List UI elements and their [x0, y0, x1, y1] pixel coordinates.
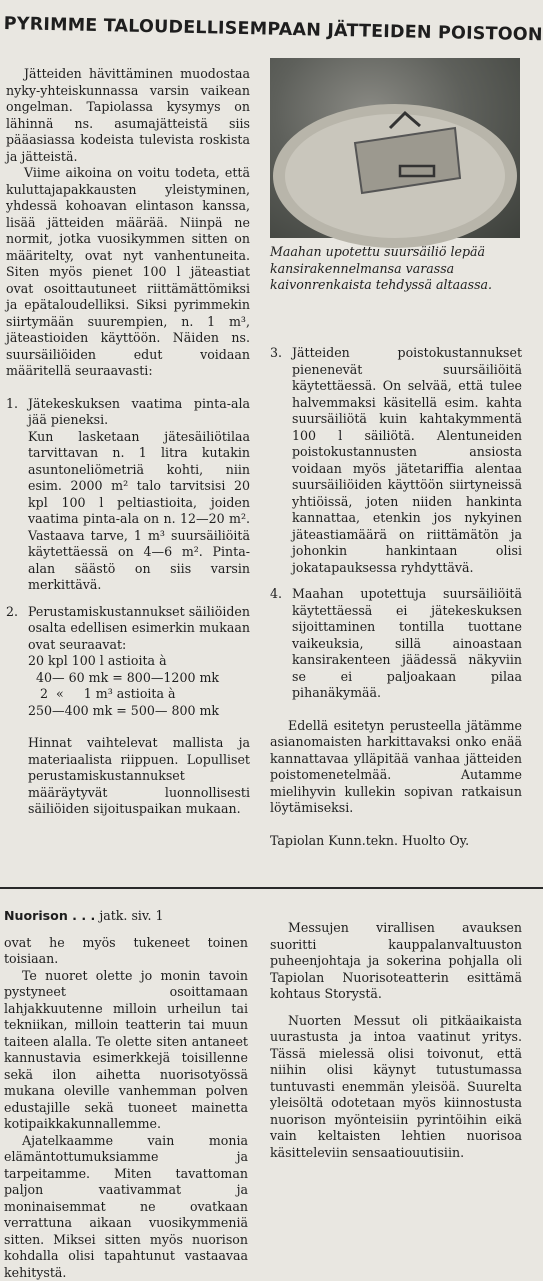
- conclusion-paragraph: Edellä esitetyn perusteella jätämme asianomaisten harkittavaksi onko enää kannattavaa ylläpitää vanhaa jätteiden poistomenetelmää. Autamme mielihyvin kullekin sopivan ratkaisun löytämiseksi.: [270, 717, 522, 815]
- list-item-detail: Hinnat vaihtelevat mallista ja materiaalista riippuen. Lopulliset perustamiskustannukset määräytyvät luonnollisesti säiliöiden sijoituspaikan mukaan.: [28, 735, 250, 816]
- nuorison-paragraph-4: Nuorten Messut oli pitkäaikaista uurastusta ja intoa vaatinut yritys. Tässä mielessä olisi toivonut, että niihin olisi käynyt tutustumassa tuntuvasti enemmän yleisöä. Suurelta yleisöltä odotetaan myös kiinnostusta nuorison myönteisiin pyrintöihin eikä vain keltaisten lehtien nuorisoa käsitteleviin sensaatiouutisiin.: [270, 1012, 522, 1160]
- nuorison-left-column: [4, 908, 248, 1280]
- section-divider: [0, 887, 543, 889]
- intro-paragraph-1: Jätteiden hävittäminen muodostaa nyky-yhteiskunnassa varsin vaikean ongelman. Tapiolassa kysymys on lähinnä ns. asumajätteistä siis pääasiassa kodeista tulevista roskista ja jätteistä.: [6, 66, 250, 164]
- nuorison-paragraph-2: Ajatelkaamme vain monia elämäntottumuksiamme ja tarpeitamme. Miten tavattoman paljon vaativammat ja moninaisemmat ne ovatkaan verrattuna aikaan vuosikymmeniä sitten. Miksei sitten myös nuorison kohdalla olisi tapahtunut vastaavaa kehitystä.: [4, 1132, 248, 1280]
- nuorison-right-column: [270, 920, 522, 1161]
- nuorison-paragraph-0: ovat he myös tukeneet toinen toisiaan.: [4, 934, 248, 966]
- list-item-1: [6, 396, 250, 594]
- article-title: PYRIMME TALOUDELLISEMPAAN JÄTTEIDEN POISTOON: [3, 14, 543, 46]
- list-item-text: Jätekeskuksen vaatima pinta-ala jää pieneksi.: [28, 395, 250, 427]
- list-item-2: [6, 604, 250, 818]
- list-item-4: [270, 586, 522, 702]
- left-column: [6, 66, 250, 818]
- nuorison-heading: [4, 908, 248, 925]
- cost-line: 2 « 1 m³ astioita à: [28, 686, 176, 701]
- cost-line: 20 kpl 100 l astioita à: [28, 653, 167, 668]
- right-column: [270, 345, 522, 849]
- list-number: 3.: [270, 345, 283, 360]
- list-number: 1.: [6, 395, 19, 411]
- nuorison-paragraph-1: Te nuoret olette jo monin tavoin pystyneet osoittamaan lahjakkuutenne milloin urheilun tai tekniikan, milloin teatterin tai muun taiteen alalla. Te olette siten antaneet kannustavia esimerkkejä toisillenne sekä ilon aihetta nuorisotyössä mukana oleville vanhemman polven edustajille sekä tuoneet mainetta kotipaikkakunnallemme.: [4, 967, 248, 1131]
- intro-paragraph-2: Viime aikoina on voitu todeta, että kuluttajapakkausten yleistyminen, yhdessä kohoavan elintason kanssa, lisää jätteiden määrää. Niinpä ne normit, jotka vuosikymmen sitten on määritelty, ovat nyt vanhentuneita. Siten myös pienet 100 l jäteastiat ovat osoittautuneet riittämättömiksi ja epätaloudelliksi. Siksi pyrimmekin siirtymään suurempien, n. 1 m³, jäteastioiden käyttöön. Näiden ns. suursäiliöiden edut voidaan määritellä seuraavasti:: [6, 165, 250, 378]
- list-item-text: Perustamiskustannukset säiliöiden osalta edellisen esimerkin mukaan ovat seuraavat:: [28, 603, 250, 652]
- cost-line: 40— 60 mk = 800—1200 mk: [28, 669, 220, 685]
- photo-caption: Maahan upotettu suursäiliö lepää kansirakennelmansa varassa kaivonrenkaista tehdyssä altaassa.: [270, 244, 493, 292]
- sunken-container-illustration: [270, 58, 520, 238]
- nuorison-paragraph-3: Messujen virallisen avauksen suoritti kauppalanvaltuuston puheenjohtaja ja sokerina pohjalla oli Tapiolan Nuorisoteatterin esittämä kohtaus Storystä.: [270, 920, 522, 1001]
- cost-table: [28, 653, 250, 719]
- list-number: 4.: [270, 586, 283, 601]
- list-number: 2.: [6, 603, 19, 619]
- signature: Tapiolan Kunn.tekn. Huolto Oy.: [270, 832, 470, 848]
- list-item-text: Maahan upotettuja suursäiliöitä käytettäessä ei jätekeskuksen sijoittaminen tontilla tuottane vaikeuksia, sillä ainoastaan kansirakenteen jäädessä näkyviin se ei paljoakaan pilaa pihanäkymää.: [292, 586, 522, 700]
- continued-from: jatk. siv. 1: [99, 908, 164, 923]
- list-item-3: [270, 345, 522, 576]
- cost-line: 250—400 mk = 500— 800 mk: [28, 702, 220, 718]
- nuorison-title: Nuorison . . .: [4, 908, 96, 923]
- list-item-text: Jätteiden poistokustannukset pienenevät suursäiliöitä käytettäessä. On selvää, että tulee halvemmaksi käsitellä esim. kahta suursäiliötä kuin kahtakymmentä 100 l säiliötä. Alentuneiden poistokustannusten ansiosta voidaan myös jätetariffia alentaa suursäiliöiden käyttöön siirtyneissä yhtiöissä, joten niiden hankinta kannattaa, etenkin jos nykyinen jäteastiamäärä on riittämätön ja johonkin hankintaan olisi jokatapauksessa ryhdyttävä.: [292, 345, 522, 575]
- list-item-detail: Kun lasketaan jätesäiliötilaa tarvittavan n. 1 litra kutakin asuntoneliömetriä kohti, niin esim. 2000 m² talo tarvitsisi 20 kpl 100 l peltiastioita, joiden vaatima pinta-ala on n. 12—20 m². Vastaava tarve, 1 m³ suursäiliöitä käytettäessä on 4—6 m². Pinta-alan säästö on siis varsin merkittävä.: [28, 428, 250, 592]
- container-photo: [270, 58, 520, 238]
